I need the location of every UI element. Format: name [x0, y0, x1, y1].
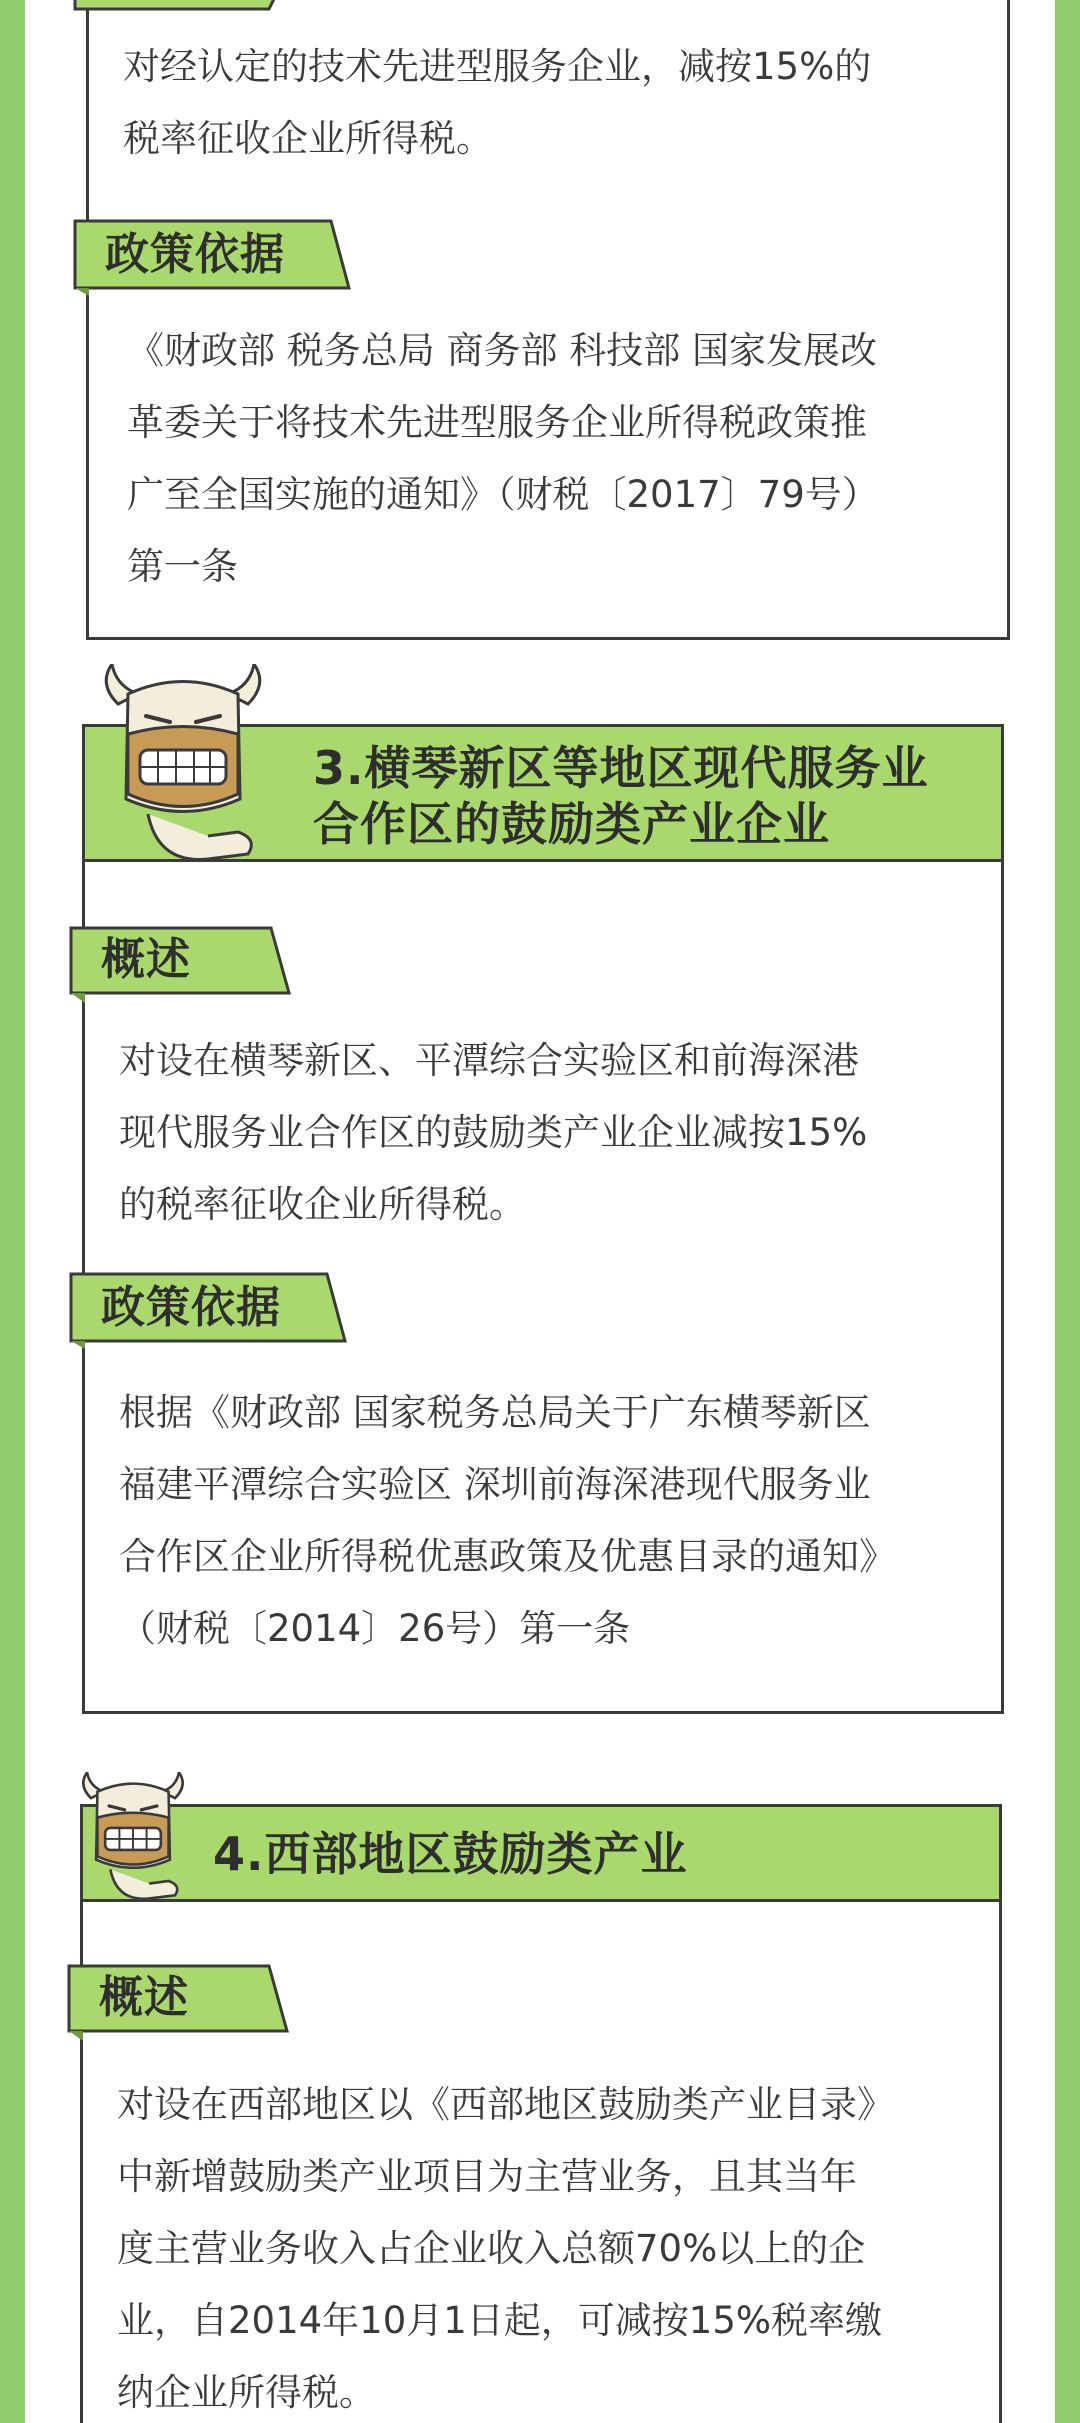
section3-basis-tag: [65, 1271, 355, 1337]
section2-overview-text: 对经认定的技术先进型服务企业，减按15%的 税率征收企业所得税。: [123, 45, 872, 160]
section3-card: [82, 724, 1004, 1714]
section3-overview-label: 概述: [101, 934, 191, 985]
section2-basis-text: 《财政部 税务总局 商务部 科技部 国家发展改 革委关于将技术先进型服务企业所得税政策推 广至全国实施的通知》（财税〔2017〕79号） 第一条: [127, 329, 879, 588]
section4-card: [80, 1804, 1002, 2423]
section2-basis-tag: [69, 218, 359, 284]
section3-overview-text: 对设在横琴新区、平潭综合实验区和前海深港 现代服务业合作区的鼓励类产业企业减按15% 的税率征收企业所得税。: [119, 1039, 868, 1226]
left-green-border: [0, 0, 25, 2423]
bull-mascot-icon: [98, 664, 268, 864]
right-green-border: [1055, 0, 1080, 2423]
section4-title: 4.西部地区鼓励类产业: [213, 1827, 688, 1881]
section3-overview-tag: [65, 925, 305, 991]
section2-basis-label: 政策依据: [105, 229, 285, 280]
section4-header: [80, 1804, 1002, 1902]
section3-title-line2: 合作区的鼓励类产业企业: [313, 797, 830, 851]
small-bull-mascot-icon: [78, 1772, 188, 1902]
section2-card: [86, 0, 1010, 640]
section2-overview-tag: [69, 0, 309, 11]
section3-basis-text: 根据《财政部 国家税务总局关于广东横琴新区 福建平潭综合实验区 深圳前海深港现代服务业 合作区企业所得税优惠政策及优惠目录的通知》 （财税〔2014〕26号）第一条: [119, 1391, 896, 1650]
section3-basis-label: 政策依据: [101, 1282, 281, 1333]
section4-overview-text: 对设在西部地区以《西部地区鼓励类产业目录》 中新增鼓励类产业项目为主营业务，且其当年 度主营业务收入占企业收入总额70%以上的企 业，自2014年10月1日起，可减按15%税率缴 纳企业所得税。: [117, 2083, 894, 2414]
section3-title-line1: 3.横琴新区等地区现代服务业: [313, 741, 929, 795]
section4-overview-label: 概述: [99, 1972, 189, 2023]
section4-overview-tag: [63, 1963, 303, 2029]
